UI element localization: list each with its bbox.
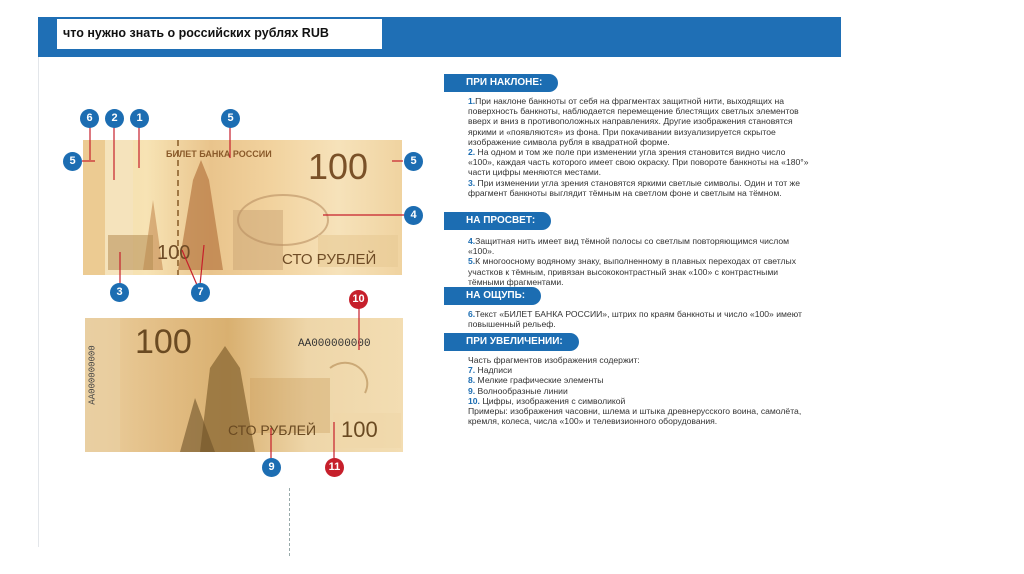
marker-5-left: 5: [63, 152, 82, 171]
touch-item-6: 6.Текст «БИЛЕТ БАНКА РОССИИ», штрих по краям банкноты и число «100» имеют повышенный рельеф.: [468, 309, 802, 330]
section-body-light: [468, 236, 813, 287]
zoom-examples: Примеры: изображения часовни, шлема и штыка древнерусского воина, самолёта, кремля, колеса, числа «100» и телевизионного оборудования.: [468, 406, 802, 427]
tilt-item-2: 2. На одном и том же поле при изменении угла зрения становится видно число «100», каждая часть которого имеет свою окраску. При повороте банкноты на «180°» части цифры меняются местами.: [468, 147, 809, 178]
section-body-tilt: [468, 96, 813, 198]
serial-horizontal-back: АА000000000: [298, 338, 371, 350]
value-small-back: 100: [341, 417, 378, 442]
value-large-back: 100: [135, 323, 192, 361]
zoom-intro: Часть фрагментов изображения содержит:: [468, 355, 640, 365]
value-small-front: 100: [157, 242, 191, 264]
light-item-5: 5.К многоосному водяному знаку, выполненному в плавных переходах от светлых участков к тёмным, привязан высококонтрастный знак «100» с контрастными тёмными фрагментами.: [468, 256, 797, 287]
tilt-item-3: 3. При изменении угла зрения становятся яркими светлые символы. Один и тот же фрагмент банкноты выглядит тёмным на светлом фоне и светлым на тёмном.: [468, 177, 801, 198]
marker-3: 3: [110, 283, 129, 302]
serial-vertical-back: АА000000000: [87, 345, 98, 405]
marker-1: 1: [130, 109, 149, 128]
marker-6: 6: [80, 109, 99, 128]
zoom-item-8: 8. Мелкие графические элементы: [468, 375, 604, 386]
bank-name-front: БИЛЕТ БАНКА РОССИИ: [166, 149, 272, 159]
value-large-front: 100: [308, 146, 369, 187]
marker-5-top: 5: [221, 109, 240, 128]
marker-2: 2: [105, 109, 124, 128]
marker-5-right: 5: [404, 152, 423, 171]
label-front: СТО РУБЛЕЙ: [282, 251, 377, 268]
section-body-zoom: [468, 355, 813, 426]
label-back: СТО РУБЛЕЙ: [228, 422, 317, 438]
marker-10: 10: [349, 290, 368, 309]
tilt-item-1: 1.При наклоне банкноты от себя на фрагментах защитной нити, выходящих на поверхность банкноты, наблюдается перемещение блестящих светлых элементов вверх и вниз в противоположных направлениях. Другие изображения становятся яркими и «появляются» из фона. При покачивании визуализируется скрытое изображение символа рубля в квадратной форме.: [468, 96, 799, 147]
zoom-item-7: 7. Надписи: [468, 365, 513, 376]
page-title: что нужно знать о российских рублях RUB: [57, 19, 382, 49]
marker-4: 4: [404, 206, 423, 225]
marker-7: 7: [191, 283, 210, 302]
dashed-divider: [289, 488, 290, 556]
section-title-tilt: ПРИ НАКЛОНЕ:: [444, 74, 558, 92]
section-title-zoom: ПРИ УВЕЛИЧЕНИИ:: [444, 333, 579, 351]
section-title-light: НА ПРОСВЕТ:: [444, 212, 551, 230]
zoom-item-9: 9. Волнообразные линии: [468, 385, 568, 396]
marker-9: 9: [262, 458, 281, 477]
light-item-4: 4.Защитная нить имеет вид тёмной полосы со светлым повторяющимся числом «100».: [468, 236, 790, 257]
marker-11: 11: [325, 458, 344, 477]
section-title-touch: НА ОЩУПЬ:: [444, 287, 541, 305]
section-body-touch: [468, 309, 813, 329]
zoom-item-10: 10. Цифры, изображения с символикой: [468, 395, 626, 406]
